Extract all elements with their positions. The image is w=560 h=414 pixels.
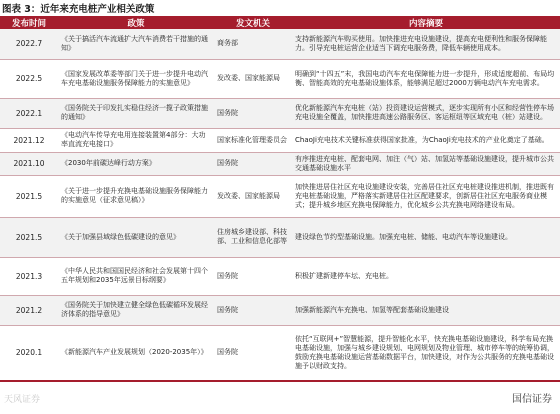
table-row: [0, 325, 560, 381]
table-row: [0, 128, 560, 152]
watermark-right: 国信证券: [510, 390, 554, 405]
cell-policy: 《中华人民共和国国民经济和社会发展第十四个五年规划和2035年远景目标纲要》: [58, 257, 214, 295]
table-row: [0, 257, 560, 295]
cell-policy: 《国务院关于印发扎实稳住经济一揽子政策措施的通知》: [58, 98, 214, 128]
cell-org: 国务院: [214, 257, 292, 295]
table-row: [0, 29, 560, 59]
header-org: 发文机关: [214, 16, 292, 29]
cell-summary: 优化新能源汽车充电桩（站）投资建设运营模式，逐步实现所有小区和经营性停车场充电设施全覆盖，加快推进高速公路服务区、客运枢纽等区域充电（桩）站建设。: [292, 98, 560, 128]
table-row: [0, 295, 560, 325]
cell-summary: 依托“互联网+”智慧能源，提升智能化水平，快充换电基础设施建设，科学布局充换电基础设施，加强与城乡建设规划、电网规划及物业管理、城市停车等的统筹协调，鼓励充换电基础设施运营基础数据平台，加快建设，对作为公共服务的充换电基础设施予以财政支持。: [292, 325, 560, 381]
header-date: 发布时间: [0, 16, 58, 29]
cell-date: 2021.5: [0, 217, 58, 257]
cell-policy: 《国家发展改革委等部门关于进一步提升电动汽车充电基础设施服务保障能力的实施意见》: [58, 59, 214, 98]
cell-org: 发改委、国家能源局: [214, 175, 292, 217]
table-row: [0, 59, 560, 98]
cell-summary: 积极扩建新建停车坛、充电桩。: [292, 257, 560, 295]
table-row: [0, 217, 560, 257]
cell-summary: 加强新能源汽车充换电、加氢等配套基础设施建设: [292, 295, 560, 325]
policy-table: [0, 16, 560, 382]
cell-org: 国务院: [214, 325, 292, 381]
cell-date: 2022.1: [0, 98, 58, 128]
cell-date: 2020.1: [0, 325, 58, 381]
cell-org: 国务院: [214, 98, 292, 128]
cell-summary: 有序推进充电桩、配套电网、加注（气）站、加氢站等基础设施建设，提升城市公共交通基础设施水平: [292, 152, 560, 175]
cell-policy: 《2030年前碳达峰行动方案》: [58, 152, 214, 175]
table-caption: 图表 3：近年来充电桩产业相关政策: [2, 4, 155, 15]
cell-date: 2022.5: [0, 59, 58, 98]
header-summary: 内容摘要: [292, 16, 560, 29]
cell-date: 2021.12: [0, 128, 58, 152]
cell-summary: 明确到“十四五”末，我国电动汽车充电保障能力进一步提升，形成适度超前、布局均衡、智能高效的充电基础设施体系，能够满足超过2000万辆电动汽车充电需求。: [292, 59, 560, 98]
cell-policy: 《关于搞活汽车流通扩大汽车消费若干措施的通知》: [58, 29, 214, 59]
cell-org: 国家标准化管理委员会: [214, 128, 292, 152]
cell-policy: 《电动汽车传导充电用连接装置第4部分：大功率直流充电接口》: [58, 128, 214, 152]
header-policy: 政策: [58, 16, 214, 29]
cell-summary: 建设绿色节约型基础设施。加强充电桩、储能、电动汽车等设施建设。: [292, 217, 560, 257]
cell-date: 2022.7: [0, 29, 58, 59]
table-row: [0, 98, 560, 128]
cell-policy: 《新能源汽车产业发展规划（2020-2035年）》: [58, 325, 214, 381]
table-row: [0, 175, 560, 217]
cell-date: 2021.10: [0, 152, 58, 175]
cell-policy: 《国务院关于加快建立健全绿色低碳循环发展经济体系的指导意见》: [58, 295, 214, 325]
cell-org: 住房城乡建设部、科技部、工业和信息化部等: [214, 217, 292, 257]
cell-date: 2021.5: [0, 175, 58, 217]
cell-policy: 《关于加强县域绿色低碳建设的意见》: [58, 217, 214, 257]
watermark-left: 天风证券: [4, 395, 41, 405]
table-row: [0, 152, 560, 175]
cell-org: 国务院: [214, 295, 292, 325]
cell-summary: 加快推进居住社区充电设施建设安装，完善居住社区充电桩建设推进机制，推进既有充电桩基础设施，严格落实新建居住社区配建要求，创新居住社区充电服务商业模式；提升城乡地区充换电保障能力，优化城乡公共充换电网络建设布局。: [292, 175, 560, 217]
cell-org: 发改委、国家能源局: [214, 59, 292, 98]
cell-org: 国务院: [214, 152, 292, 175]
cell-date: 2021.2: [0, 295, 58, 325]
cell-summary: 支持新能源汽车购买使用。加快推进充电设施建设，提高充电便利性和服务保障能力。引导充电桩运营企业适当下调充电服务费，降低车辆使用成本。: [292, 29, 560, 59]
cell-date: 2021.3: [0, 257, 58, 295]
cell-summary: ChaoJi充电技术关键标准获得国家批准，为ChaoJi充电技术的产业化奠定了基础。: [292, 128, 560, 152]
table-header-row: [0, 16, 560, 29]
cell-policy: 《关于进一步提升充换电基础设施服务保障能力的实施意见（征求意见稿）》: [58, 175, 214, 217]
cell-org: 商务部: [214, 29, 292, 59]
